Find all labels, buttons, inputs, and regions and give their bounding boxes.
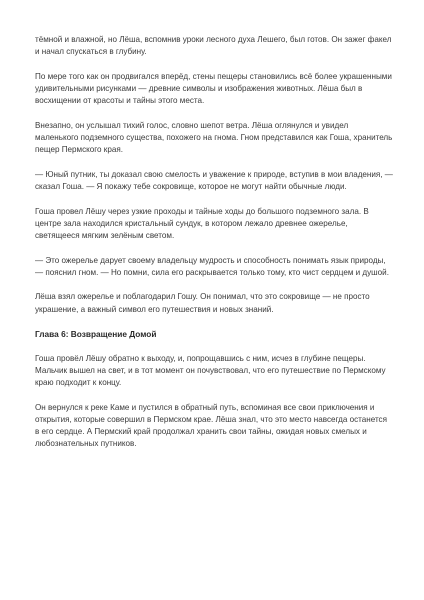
paragraph-gnome-speech: — Юный путник, ты доказал свою смелость и уважение к природе, вступив в мои владения, — сказал Гоша. — Я покажу тебе сокровище, которое не могут найти обычные люди.: [35, 169, 393, 191]
paragraph-cave-descent: тёмной и влажной, но Лёша, вспомнив уроки лесного духа Лешего, был готов. Он зажег факел и начал спускаться в глубину.: [35, 35, 392, 57]
paragraph-return-exit: Гоша провёл Лёшу обратно к выходу, и, попрощавшись с ним, исчез в глубине пещеры. Мальчик вышел на свет, и в тот момент он почувствовал, что его путешествие по Пермскому краю подходит к концу.: [35, 353, 386, 388]
paragraph-underground-hall: Гоша провел Лёшу через узкие проходы и тайные ходы до большого подземного зала. В центре зала находился кристальный сундук, в котором лежало древнее ожерелье, светящееся мягким зелёным светом.: [35, 206, 369, 240]
paragraph-meeting-gnome: Внезапно, он услышал тихий голос, словно шепот ветра. Лёша оглянулся и увидел маленького подземного существа, похожего на гнома. Гном представился как Гоша, хранитель пещер Пермского края.: [35, 120, 393, 155]
paragraph-necklace-taken: Лёша взял ожерелье и поблагодарил Гошу. Он понимал, что это сокровище — не просто украшение, а важный символ его путешествия и новых знаний.: [35, 292, 370, 314]
paragraph-necklace-power: — Это ожерелье дарует своему владельцу мудрость и способность понимать язык природы, — пояснил гном. — Но помни, сила его раскрывается только тому, кто чист сердцем и душой.: [35, 255, 389, 277]
document-body: [35, 34, 393, 463]
paragraph-cave-drawings: По мере того как он продвигался вперёд, стены пещеры становились всё более украшенными удивительными рисунками — древние символы и изображения животных. Лёша был в восхищении от красоты и тайны этого места.: [35, 71, 392, 106]
chapter-heading: Глава 6: Возвращение Домой: [35, 329, 157, 340]
paragraph-return-home: Он вернулся к реке Каме и пустился в обратный путь, вспоминая все свои приключения и открытия, которые совершил в Пермском крае. Лёша знал, что это место навсегда останется в его сердце. А Пермский край продолжал хранить свои тайны, ожидая новых смелых и любознательных путников.: [35, 402, 387, 449]
